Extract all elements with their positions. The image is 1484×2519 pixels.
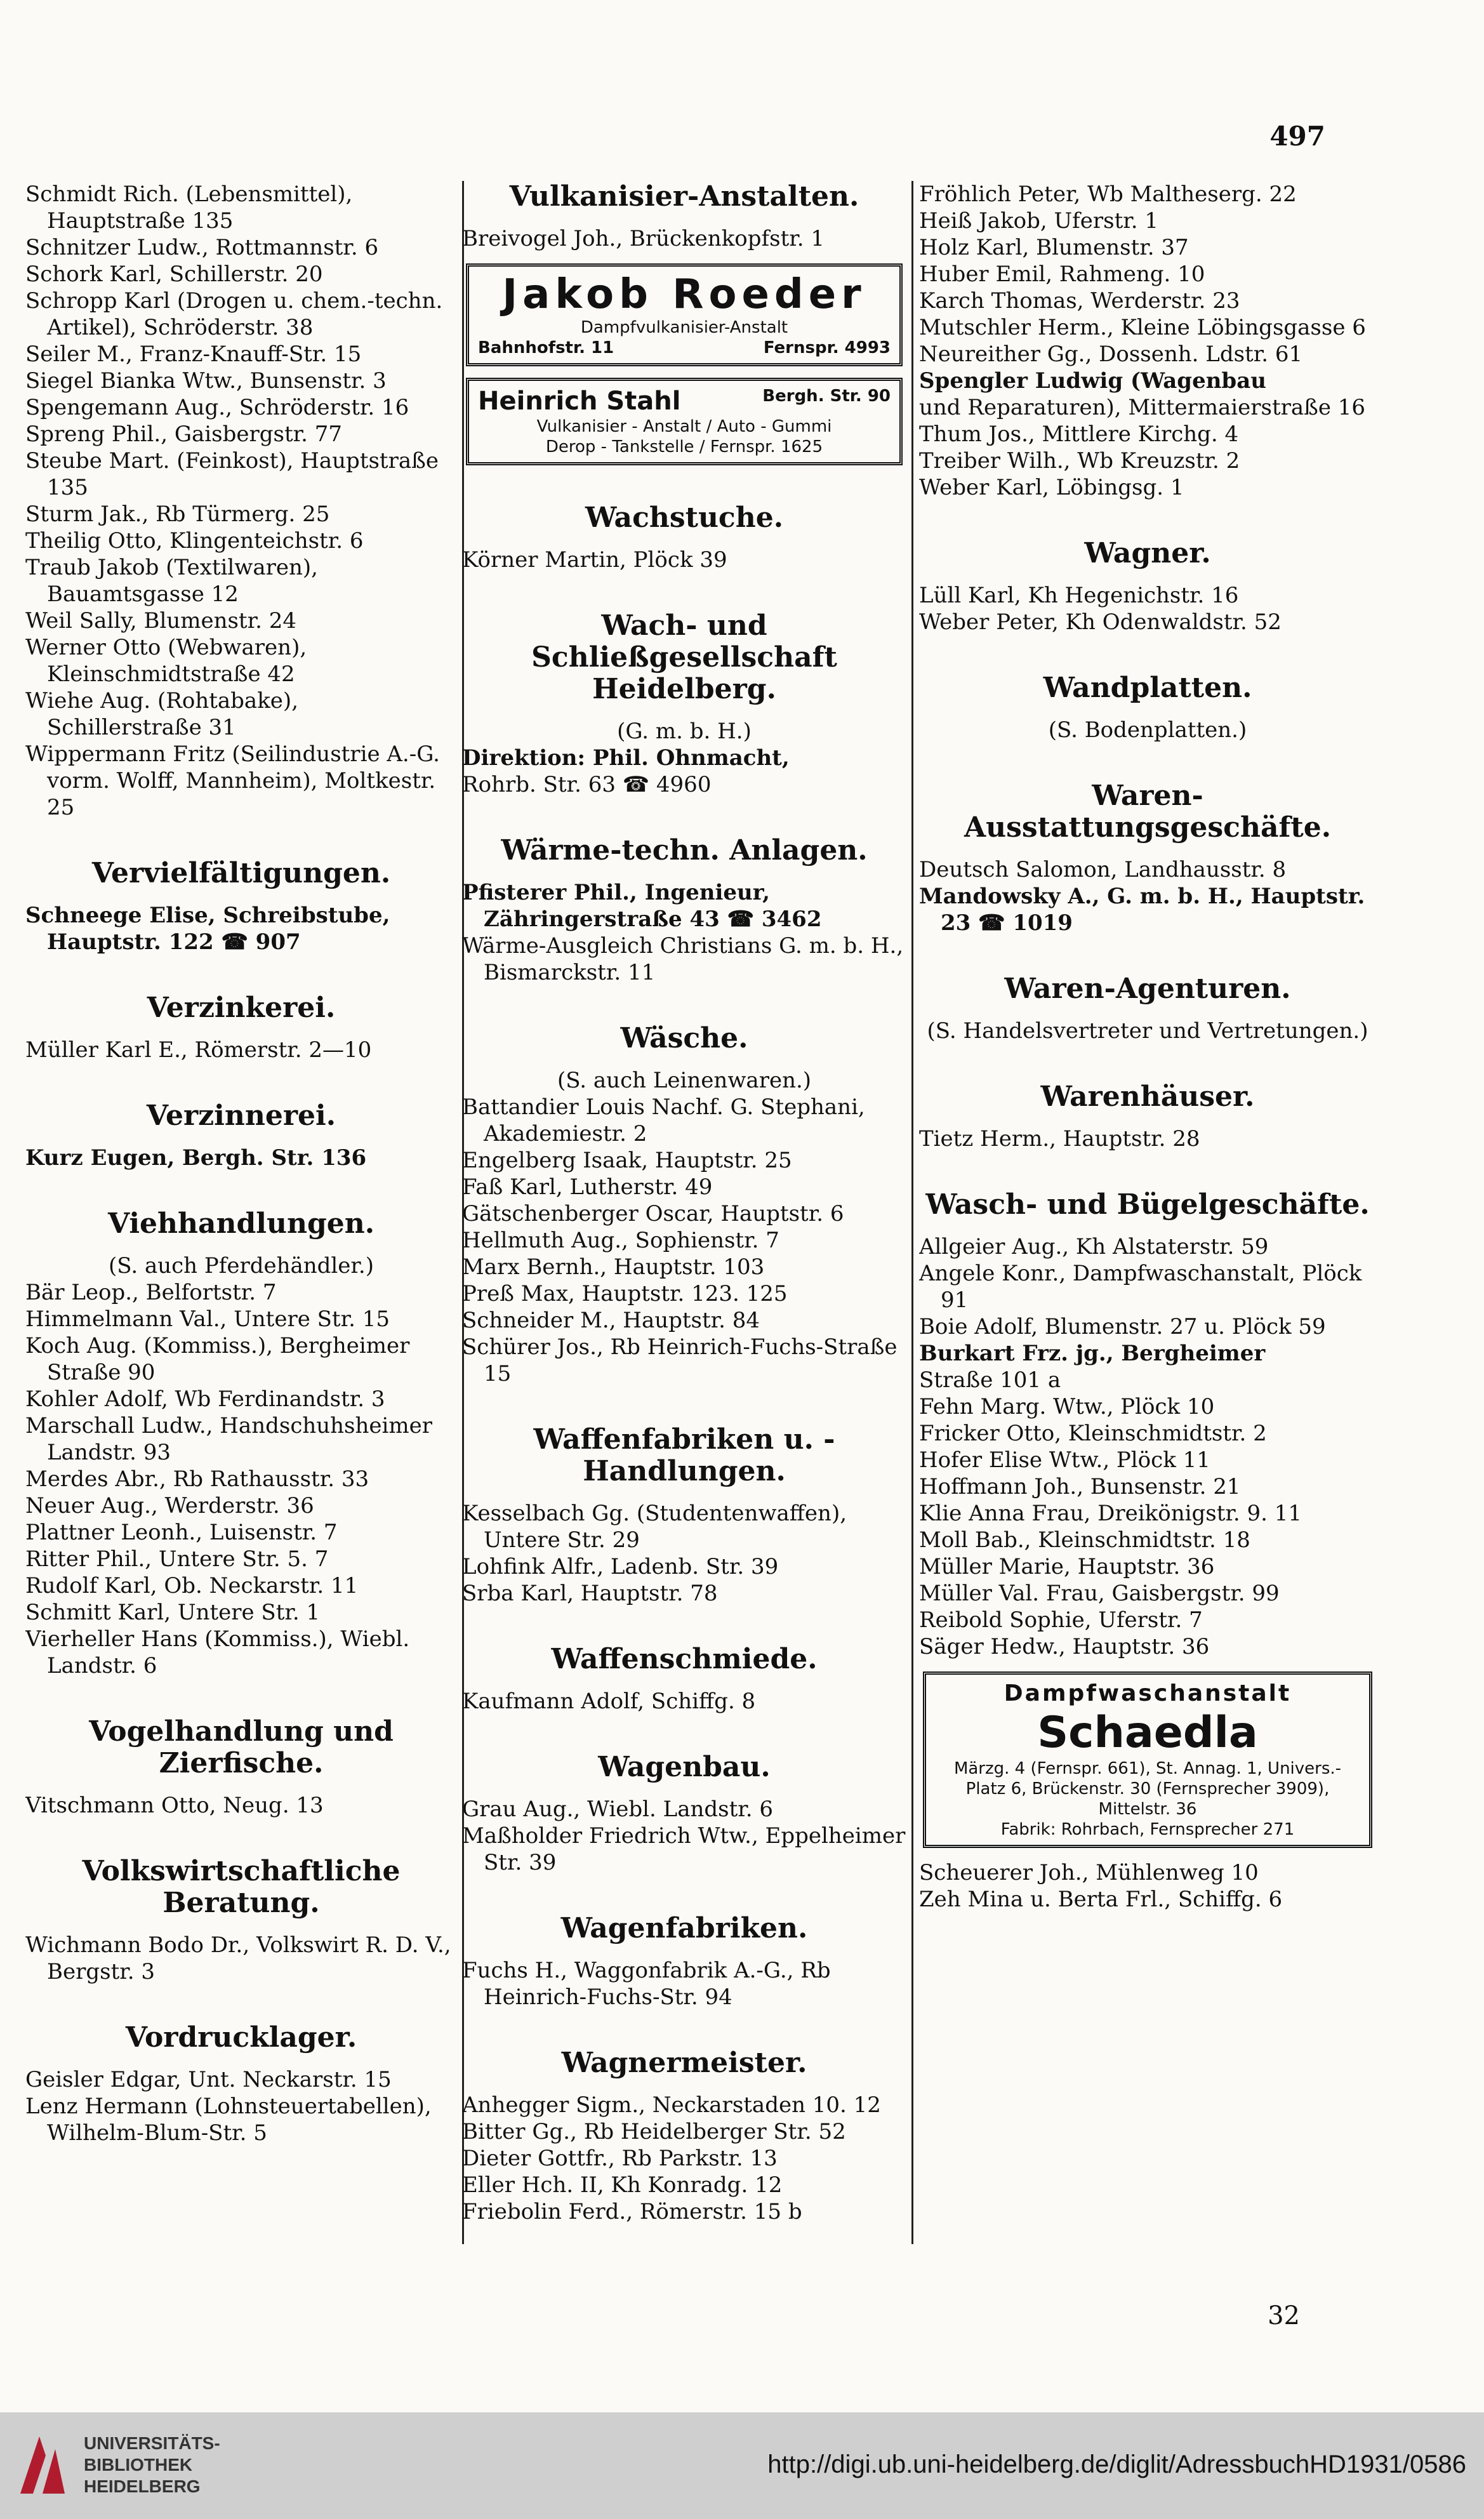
section-heading: Wach- und Schließgesellschaft Heidelberg. (531, 609, 837, 705)
directory-entry: Werner Otto (Webwaren), Kleinschmidtstraße 42 (25, 635, 307, 687)
directory-entry: Holz Karl, Blumenstr. 37 (919, 235, 1189, 260)
directory-entry: Müller Karl E., Römerstr. 2—10 (25, 1037, 372, 1063)
directory-entry: Lohfink Alfr., Ladenb. Str. 39 (462, 1554, 779, 1579)
directory-entry: Straße 101 a (919, 1367, 1061, 1393)
directory-entry: Neureither Gg., Dossenh. Ldstr. 61 (919, 342, 1303, 367)
directory-entry: Lüll Karl, Kh Hegenichstr. 16 (919, 583, 1239, 608)
directory-entry: Säger Hedw., Hauptstr. 36 (919, 1634, 1210, 1659)
section-heading: Volkswirtschaftliche Beratung. (82, 1855, 401, 1919)
directory-entry: Wichmann Bodo Dr., Volkswirt R. D. V., Bergstr. 3 (25, 1932, 451, 1984)
directory-entry: Scheuerer Joh., Mühlenweg 10 (919, 1860, 1259, 1885)
directory-entry: Lenz Hermann (Lohnsteuertabellen), Wilhelm-Blum-Str. 5 (25, 2094, 432, 2146)
section-note: (S. auch Pferdehändler.) (108, 1253, 374, 1279)
directory-entry: Klie Anna Frau, Dreikönigstr. 9. 11 (919, 1501, 1302, 1526)
section-heading: Vogelhandlung und Zierfische. (89, 1715, 394, 1779)
directory-entry: Direktion: Phil. Ohnmacht, (462, 745, 790, 771)
directory-entry: Rohrb. Str. 63 ☎ 4960 (462, 772, 712, 797)
section-heading: Wagenbau. (598, 1751, 771, 1783)
directory-entry: Vitschmann Otto, Neug. 13 (25, 1793, 324, 1818)
section-note: (S. Handelsvertreter und Vertretungen.) (927, 1018, 1368, 1044)
directory-entry: Boie Adolf, Blumenstr. 27 u. Plöck 59 (919, 1314, 1326, 1339)
directory-entry: Neuer Aug., Werderstr. 36 (25, 1493, 314, 1519)
directory-entry: Reibold Sophie, Uferstr. 7 (919, 1607, 1203, 1633)
directory-entry: Schneider M., Hauptstr. 84 (462, 1308, 760, 1333)
directory-entry: Grau Aug., Wiebl. Landstr. 6 (462, 1797, 774, 1822)
viewer-footer-bar (0, 2412, 1484, 2519)
directory-entry: Huber Emil, Rahmeng. 10 (919, 262, 1205, 287)
directory-entry: Pfisterer Phil., Ingenieur, Zähringerstraße 43 ☎ 3462 (462, 880, 822, 932)
directory-entry: Eller Hch. II, Kh Konradg. 12 (462, 2172, 783, 2198)
section-note: (G. m. b. H.) (617, 719, 752, 744)
directory-entry: Fröhlich Peter, Wb Maltheserg. 22 (919, 182, 1297, 207)
directory-entry: Spreng Phil., Gaisbergstr. 77 (25, 422, 343, 447)
directory-entry: Karch Thomas, Werderstr. 23 (919, 288, 1240, 314)
directory-entry: Seiler M., Franz-Knauff-Str. 15 (25, 342, 362, 367)
directory-entry: Wippermann Fritz (Seilindustrie A.-G. vorm. Wolff, Mannheim), Moltkestr. 25 (25, 741, 440, 820)
ad-company-name: Jakob Roeder (502, 271, 866, 318)
ad-contact-row (478, 338, 891, 358)
section-heading: Vulkanisier-Anstalten. (509, 181, 859, 213)
directory-entry: Wiehe Aug. (Rohtabake), Schillerstraße 31 (25, 688, 298, 740)
directory-entry: Bitter Gg., Rb Heidelberger Str. 52 (462, 2119, 846, 2144)
directory-entry: Schork Karl, Schillerstr. 20 (25, 262, 323, 287)
section-heading: Wäsche. (620, 1022, 748, 1054)
directory-entry: Siegel Bianka Wtw., Bunsenstr. 3 (25, 368, 387, 394)
directory-entry: Fricker Otto, Kleinschmidtstr. 2 (919, 1421, 1267, 1446)
directory-entry: Thum Jos., Mittlere Kirchg. 4 (919, 422, 1239, 447)
directory-entry: Müller Marie, Hauptstr. 36 (919, 1554, 1215, 1579)
directory-entry: und Reparaturen), Mittermaierstraße 16 (919, 395, 1366, 420)
directory-entry: Weber Peter, Kh Odenwaldstr. 52 (919, 609, 1282, 635)
section-heading: Wagner. (1084, 537, 1211, 569)
library-name-line: BIBLIOTHEK (84, 2455, 193, 2475)
directory-entry: Hofer Elise Wtw., Plöck 11 (919, 1447, 1210, 1473)
ad-text-line: Vulkanisier - Anstalt / Auto - Gummi (536, 417, 832, 436)
section-heading: Viehhandlungen. (107, 1207, 375, 1240)
section-heading: Wasch- und Bügelgeschäfte. (925, 1188, 1370, 1221)
directory-entry: Mutschler Herm., Kleine Löbingsgasse 6 (919, 315, 1366, 340)
directory-entry: Tietz Herm., Hauptstr. 28 (919, 1126, 1200, 1152)
directory-entry: Zeh Mina u. Berta Frl., Schiffg. 6 (919, 1887, 1283, 1912)
section-heading: Wärme-techn. Anlagen. (501, 834, 868, 867)
ad-text-line: Derop - Tankstelle / Fernspr. 1625 (545, 437, 823, 456)
directory-entry: Vierheller Hans (Kommiss.), Wiebl. Landstr. 6 (25, 1626, 410, 1678)
directory-entry: Preß Max, Hauptstr. 123. 125 (462, 1281, 788, 1306)
footer-page-number: 32 (1268, 2301, 1300, 2330)
library-name-line: UNIVERSITÄTS- (84, 2433, 220, 2453)
section-heading: Vordrucklager. (125, 2021, 357, 2054)
section-heading: Verzinnerei. (146, 1100, 336, 1132)
directory-entry: Treiber Wilh., Wb Kreuzstr. 2 (919, 448, 1240, 474)
directory-entry: Angele Konr., Dampfwaschanstalt, Plöck 91 (919, 1261, 1362, 1313)
directory-entry: Plattner Leonh., Luisenstr. 7 (25, 1520, 338, 1545)
ad-company-name: Heinrich Stahl (478, 387, 681, 416)
directory-entry: Kesselbach Gg. (Studentenwaffen), Untere Str. 29 (462, 1501, 847, 1553)
section-heading: Waffenfabriken u. -Handlungen. (533, 1423, 835, 1487)
directory-entry: Weber Karl, Löbingsg. 1 (919, 475, 1184, 500)
library-logo-icon (14, 2430, 71, 2500)
directory-entry: Kaufmann Adolf, Schiffg. 8 (462, 1689, 756, 1714)
directory-entry: Marx Bernh., Hauptstr. 103 (462, 1254, 765, 1280)
directory-entry: Bär Leop., Belfortstr. 7 (25, 1280, 277, 1305)
section-heading: Wandplatten. (1043, 672, 1252, 704)
directory-entry: Steube Mart. (Feinkost), Hauptstraße 135 (25, 448, 439, 500)
ad-text-line: Märzg. 4 (Fernspr. 661), St. Annag. 1, Univers.-Platz 6, Brückenstr. 30 (Fernsprecher 3909), Mittelstr. 36 (953, 1759, 1342, 1819)
advertisement-box (923, 1672, 1372, 1848)
section-heading: Waren-Agenturen. (1004, 973, 1291, 1005)
column-left (25, 181, 464, 2244)
directory-entry: Ritter Phil., Untere Str. 5. 7 (25, 1546, 329, 1572)
directory-entry: Kohler Adolf, Wb Ferdinandstr. 3 (25, 1386, 385, 1412)
ad-phone: Fernspr. 4993 (763, 338, 891, 357)
section-heading: Waren-Ausstattungsgeschäfte. (964, 780, 1332, 844)
directory-entry: Faß Karl, Lutherstr. 49 (462, 1174, 713, 1200)
section-note: (S. Bodenplatten.) (1048, 717, 1247, 743)
ad-company-name: Schaedla (1037, 1708, 1258, 1758)
directory-entry: Himmelmann Val., Untere Str. 15 (25, 1306, 390, 1332)
directory-entry: Fuchs H., Waggonfabrik A.-G., Rb Heinrich-Fuchs-Str. 94 (462, 1958, 831, 2010)
directory-entry: Schmitt Karl, Untere Str. 1 (25, 1600, 321, 1625)
library-name (84, 2433, 220, 2497)
directory-entry: Fehn Marg. Wtw., Plöck 10 (919, 1394, 1215, 1419)
directory-entry: Schmidt Rich. (Lebensmittel), Hauptstraße 135 (25, 182, 353, 234)
directory-entry: Traub Jakob (Textilwaren), Bauamtsgasse 12 (25, 555, 318, 607)
section-note: (S. auch Leinenwaren.) (557, 1068, 812, 1093)
directory-entry: Battandier Louis Nachf. G. Stephani, Akademiestr. 2 (462, 1094, 865, 1147)
section-heading: Warenhäuser. (1040, 1080, 1255, 1113)
directory-entry: Rudolf Karl, Ob. Neckarstr. 11 (25, 1573, 359, 1598)
directory-entry: Spengler Ludwig (Wagenbau (919, 368, 1266, 394)
directory-entry: Wärme-Ausgleich Christians G. m. b. H., Bismarckstr. 11 (462, 933, 904, 985)
directory-entry: Weil Sally, Blumenstr. 24 (25, 608, 296, 634)
directory-entry: Allgeier Aug., Kh Alstaterstr. 59 (919, 1234, 1269, 1260)
directory-entry: Dieter Gottfr., Rb Parkstr. 13 (462, 2146, 778, 2171)
directory-entry: Schneege Elise, Schreibstube, Hauptstr. 122 ☎ 907 (25, 903, 390, 955)
directory-entry: Sturm Jak., Rb Türmerg. 25 (25, 502, 330, 527)
directory-entry: Heiß Jakob, Uferstr. 1 (919, 208, 1159, 234)
column-right (919, 181, 1376, 2244)
source-url[interactable]: http://digi.ub.uni-heidelberg.de/diglit/AdressbuchHD1931/0586 (767, 2450, 1466, 2478)
section-heading: Wachstuche. (585, 502, 784, 534)
section-heading: Verzinkerei. (147, 992, 336, 1024)
directory-entry: Maßholder Friedrich Wtw., Eppelheimer Str. 39 (462, 1823, 906, 1875)
directory-entry: Geisler Edgar, Unt. Neckarstr. 15 (25, 2067, 392, 2092)
directory-entry: Koch Aug. (Kommiss.), Bergheimer Straße 90 (25, 1333, 410, 1385)
directory-entry: Schürer Jos., Rb Heinrich-Fuchs-Straße 15 (462, 1334, 898, 1386)
section-heading: Wagnermeister. (561, 2047, 807, 2079)
page-number: 497 (1269, 121, 1325, 152)
directory-entry: Hoffmann Joh., Bunsenstr. 21 (919, 1474, 1241, 1499)
column-middle (462, 181, 913, 2244)
directory-entry: Breivogel Joh., Brückenkopfstr. 1 (462, 226, 825, 251)
directory-entry: Gätschenberger Oscar, Hauptstr. 6 (462, 1201, 844, 1226)
section-heading: Wagenfabriken. (560, 1912, 808, 1944)
directory-entry: Kurz Eugen, Bergh. Str. 136 (25, 1145, 367, 1171)
ad-address: Bahnhofstr. 11 (478, 338, 614, 357)
directory-entry: Engelberg Isaak, Hauptstr. 25 (462, 1148, 792, 1173)
directory-entry: Marschall Ludw., Handschuhsheimer Landstr. 93 (25, 1413, 433, 1465)
directory-entry: Schnitzer Ludw., Rottmannstr. 6 (25, 235, 379, 260)
directory-entry: Burkart Frz. jg., Bergheimer (919, 1341, 1266, 1366)
advertisement-box (466, 378, 903, 465)
directory-entry: Theilig Otto, Klingenteichstr. 6 (25, 528, 364, 554)
directory-entry: Merdes Abr., Rb Rathausstr. 33 (25, 1466, 369, 1492)
library-name-line: HEIDELBERG (84, 2476, 201, 2496)
directory-entry: Schropp Karl (Drogen u. chem.-techn. Artikel), Schröderstr. 38 (25, 288, 443, 340)
directory-entry: Deutsch Salomon, Landhausstr. 8 (919, 857, 1287, 882)
directory-entry: Anhegger Sigm., Neckarstaden 10. 12 (462, 2092, 881, 2118)
ad-header-row (478, 386, 891, 416)
ad-text-line: Fabrik: Rohrbach, Fernsprecher 271 (1000, 1820, 1295, 1839)
directory-entry: Müller Val. Frau, Gaisbergstr. 99 (919, 1581, 1280, 1606)
directory-entry: Moll Bab., Kleinschmidtstr. 18 (919, 1527, 1250, 1553)
directory-entry: Mandowsky A., G. m. b. H., Hauptstr. 23 ☎ 1019 (919, 884, 1365, 936)
advertisement-box (466, 263, 903, 366)
section-heading: Waffenschmiede. (551, 1643, 818, 1675)
ad-title: Dampfwaschanstalt (1004, 1680, 1292, 1706)
section-heading: Vervielfältigungen. (91, 857, 391, 889)
directory-entry: Friebolin Ferd., Römerstr. 15 b (462, 2199, 802, 2224)
ad-address: Bergh. Str. 90 (762, 387, 891, 406)
ad-subtitle: Dampfvulkanisier-Anstalt (580, 318, 788, 337)
directory-entry: Srba Karl, Hauptstr. 78 (462, 1581, 718, 1606)
directory-entry: Körner Martin, Plöck 39 (462, 547, 727, 573)
directory-entry: Spengemann Aug., Schröderstr. 16 (25, 395, 409, 420)
directory-entry: Hellmuth Aug., Sophienstr. 7 (462, 1228, 779, 1253)
